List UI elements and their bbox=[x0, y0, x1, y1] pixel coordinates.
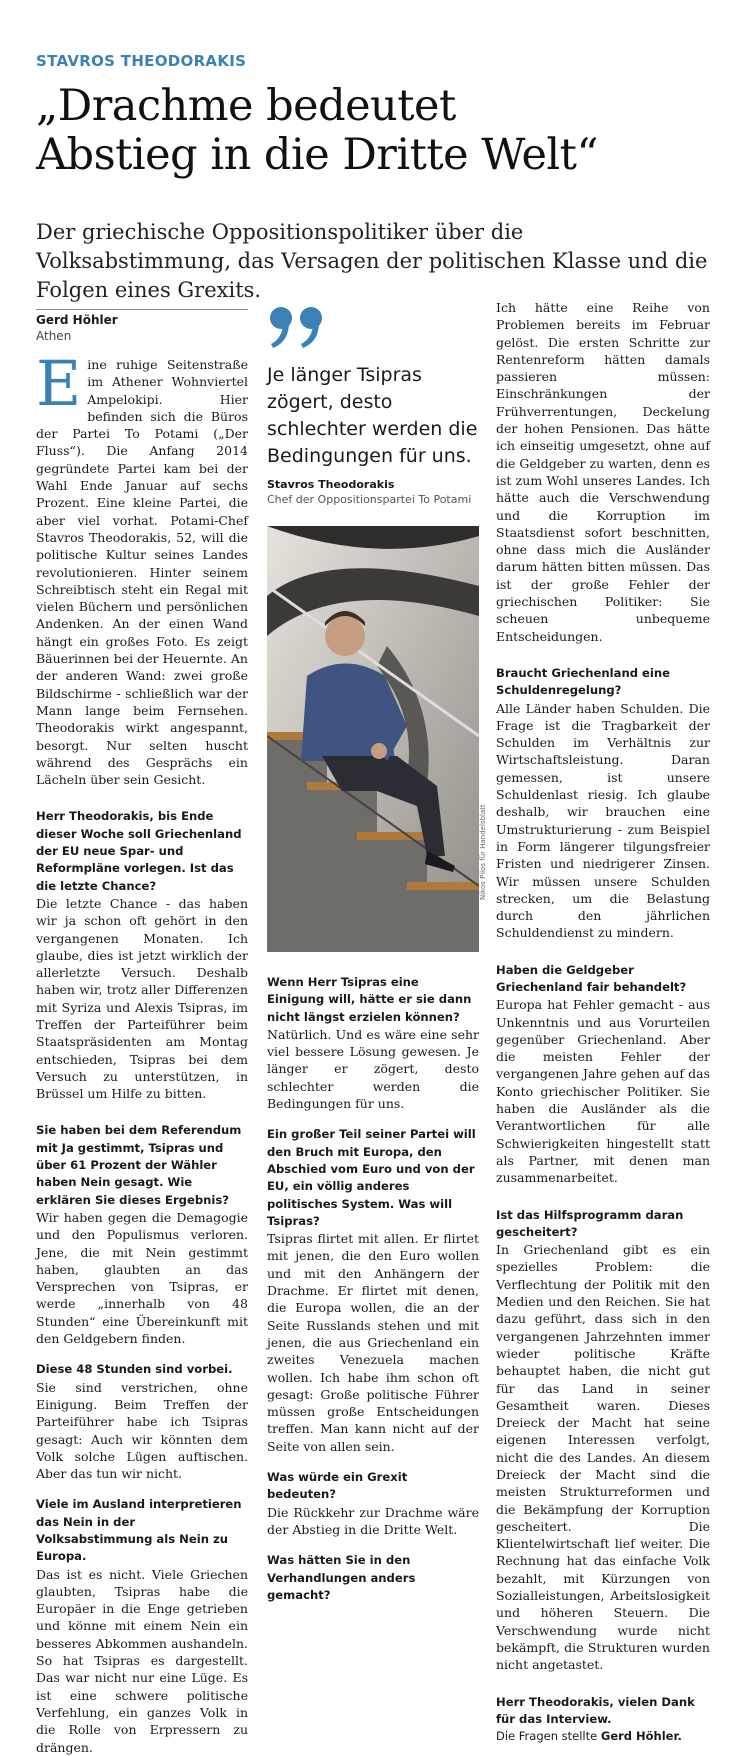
article-standfirst: Der griechische Oppositionspolitiker über die Volksabstimmung, das Versagen der politischen Klasse und die Folgen eines Grexits. bbox=[36, 220, 708, 302]
headline-line-2: Abstieg in die Dritte Welt“ bbox=[36, 130, 598, 180]
intro-text: ine ruhige Seitenstraße im Athener Wohnviertel Ampelokipi. Hier befinden sich die Büros der Partei To Potami („Der Fluss“). Die Anfang 2014 gegründete Partei kam bei der Wahl Ende Januar auf sechs Prozent. Eine kleine Partei, die aber viel vorhat. Potami-Chef Stavros Theodorakis, 52, will die politische Kultur seines Landes revolutionieren. Hinter seinem Schreibtisch steht ein Regal mit vielen Büchern und persönlichen Andenken. An der einen Wand hängt ein großes Foto. Es zeigt Bäuerinnen bei der Heuernte. An der anderen Wand: zwei große Bildschirme - schließlich war der Mann lange beim Fernsehen. Theodorakis wirkt angespannt, besorgt. Nur selten huscht während des Gesprächs ein Lächeln über sein Gesicht. bbox=[36, 357, 248, 788]
column-2 bbox=[267, 974, 479, 1604]
column-1 bbox=[36, 347, 248, 1756]
signature-prefix: Die Fragen stellte bbox=[496, 1729, 598, 1744]
pull-quote-name: Stavros Theodorakis bbox=[267, 478, 395, 491]
question: Ist das Hilfsprogramm daran gescheitert? bbox=[496, 1207, 684, 1239]
byline-city: Athen bbox=[36, 329, 72, 343]
quote-icon bbox=[267, 300, 327, 360]
answer: Europa hat Fehler gemacht - aus Unkenntnis und aus Vorurteilen gegenüber Griechenland. Aber die meisten Fehler der vergangenen Jahre gehen auf das Konto griechischer Politiker. Sie haben die Ausländer als die Verantwortlichen für alle Schwierigkeiten hingestellt statt als Partner, mit denen man zusammenarbeitet. bbox=[496, 997, 710, 1186]
photo-illustration bbox=[267, 526, 479, 952]
headline-line-1: „Drachme bedeutet bbox=[36, 81, 456, 131]
question: Braucht Griechenland eine Schuldenregelung? bbox=[496, 665, 670, 698]
article-headline bbox=[36, 82, 716, 180]
column-3 bbox=[496, 299, 710, 1745]
answer: Sie sind verstrichen, ohne Einigung. Beim Treffen der Parteiführer habe ich Tsipras gesagt: Auch wir könnten dem Volk solche Lügen auftischen. Aber das tun wir nicht. bbox=[36, 1379, 248, 1482]
question: Was hätten Sie in den Verhandlungen anders gemacht? bbox=[267, 1553, 416, 1602]
question: Ein großer Teil seiner Partei will den Bruch mit Europa, den Abschied vom Euro und von der EU, ein völlig anderes politisches System. Was will Tsipras? bbox=[267, 1127, 476, 1228]
article-kicker: STAVROS THEODORAKIS bbox=[36, 52, 247, 70]
question: Wenn Herr Tsipras eine Einigung will, hätte er sie dann nicht längst erzielen können? bbox=[267, 975, 472, 1024]
interview-signature bbox=[496, 1728, 710, 1745]
answer: Ich hätte eine Reihe von Problemen bereits im Februar gelöst. Die ersten Schritte zur Rentenreform hätten damals passieren müssen: Einschränkungen der Frühverrentungen, Deckelung der hohen Pensionen. Das hätte ich einseitig umgesetzt, ohne auf die Geldgeber zu warten, denn es ist zum Wohl unseres Landes. Ich hätte auch die Verschwendung und die Korruption im Staatsdienst sofort beschnitten, ohne dass mich die Ausländer darum hätten bitten müssen. Das ist der große Fehler der griechischen Politiker: Sie scheuen unbequeme Entscheidungen. bbox=[496, 300, 710, 644]
answer: Alle Länder haben Schulden. Die Frage ist die Tragbarkeit der Schulden im Verhältnis zur Wirtschaftsleistung. Daran gemessen, ist unsere Schuldenlast riesig. Ich glaube deshalb, wir brauchen eine Umstrukturierung - zum Beispiel in Form längerer tilgungsfreier Fristen und niedrigerer Zinsen. Wir müssen unsere Schulden strecken, um die Belastung durch den jährlichen Schuldendienst zu mindern. bbox=[496, 700, 710, 941]
question: Viele im Ausland interpretieren das Nein in der Volksabstimmung als Nein zu Europa. bbox=[36, 1497, 242, 1564]
portrait-photo bbox=[267, 526, 479, 952]
byline-author: Gerd Höhler bbox=[36, 313, 118, 327]
pull-quote-role: Chef der Oppositionspartei To Potami bbox=[267, 493, 472, 506]
signature-name: Gerd Höhler. bbox=[600, 1729, 682, 1744]
answer: Wir haben gegen die Demagogie und den Populismus verloren. Jene, die mit Nein gestimmt haben, glaubten an das Versprechen von Tsipras, er werde „innerhalb von 48 Stunden“ eine Übereinkunft mit den Geldgebern finden. bbox=[36, 1209, 248, 1347]
question: Herr Theodorakis, bis Ende dieser Woche soll Griechenland der EU neue Spar- und Reformpläne vorlegen. Ist das die letzte Chance? bbox=[36, 809, 242, 893]
answer: Das ist es nicht. Viele Griechen glaubten, Tsipras habe die Europäer in die Enge getrieben und könne mit einem Nein ein besseres Abkommen aushandeln. So hat Tsipras es dargestellt. Das war nicht nur eine Lüge. Es ist eine schwere politische Verfehlung, ein ganzes Volk in die Rolle von Erpressern zu drängen. bbox=[36, 1566, 248, 1755]
answer: Tsipras flirtet mit allen. Er flirtet mit jenen, die den Euro wollen und mit den Anhängern der Drachme. Er flirtet mit denen, die Europa wollen, die an der Seite Russlands stehen und mit jenen, die aus Griechenland ein zweites Venezuela machen wollen. Ich habe ihm schon oft gesagt: Große politische Führer müssen große Entscheidungen treffen. Man kann nicht auf der Seite von allen sein. bbox=[267, 1231, 479, 1454]
answer: Natürlich. Und es wäre eine sehr viel bessere Lösung gewesen. Je länger er zögert, desto schlechter werden die Bedingungen für uns. bbox=[267, 1026, 479, 1112]
photo-credit: Nikos Pilos für Handelsblatt bbox=[479, 804, 487, 900]
question: Diese 48 Stunden sind vorbei. bbox=[36, 1362, 233, 1377]
question: Haben die Geldgeber Griechenland fair behandelt? bbox=[496, 962, 687, 994]
question: Sie haben bei dem Referendum mit Ja gestimmt, Tsipras und über 61 Prozent der Wähler haben Nein gesagt. Wie erklären Sie dieses Ergebnis? bbox=[36, 1123, 242, 1207]
question: Was würde ein Grexit bedeuten? bbox=[267, 1470, 408, 1502]
drop-cap: E bbox=[36, 347, 82, 420]
answer: In Griechenland gibt es ein spezielles Problem: die Verflechtung der Politik mit den Medien und den Reichen. Sie hat dazu geführt, dass sich in den vergangenen Jahrzehnten immer wieder politische Kräfte behauptet haben, die nicht gut für das Land in seiner Gesamtheit waren. Dieses Dreieck der Macht hat seine eigenen Interessen verfolgt, nicht die des Landes. An diesem Dreieck der Macht sind die meisten Strukturreformen und die Bekämpfung der Korruption gescheitert. Die Klientelwirtschaft lief weiter. Die Rechnung hat das einfache Volk bezahlt, mit Kürzungen von Sozialleistungen, Arbeitslosigkeit und höheren Steuern. Die Verschwendung wurde nicht bekämpft, die Strukturen wurden nicht angetastet. bbox=[496, 1242, 710, 1673]
answer: Die letzte Chance - das haben wir ja schon oft gehört in den vergangenen Monaten. Ich glaube, dies ist jetzt wirklich der allerletzte Versuch. Deshalb haben wir, trotz aller Differenzen mit Syriza und Alexis Tsipras, im Treffen der Parteiführer beim Staatspräsidenten am Montag entschieden, Tsipras bei dem Versuch zu unterstützen, in Brüssel um Hilfe zu bitten. bbox=[36, 895, 248, 1102]
answer: Die Rückkehr zur Drachme wäre der Abstieg in die Dritte Welt. bbox=[267, 1504, 479, 1537]
intro-paragraph bbox=[36, 347, 248, 788]
pull-quote: Je länger Tsipras zögert, desto schlechter werden die Bedingungen für uns. bbox=[267, 364, 478, 467]
byline-rule bbox=[36, 309, 248, 310]
closing-question: Herr Theodorakis, vielen Dank für das Interview. bbox=[496, 1694, 695, 1726]
